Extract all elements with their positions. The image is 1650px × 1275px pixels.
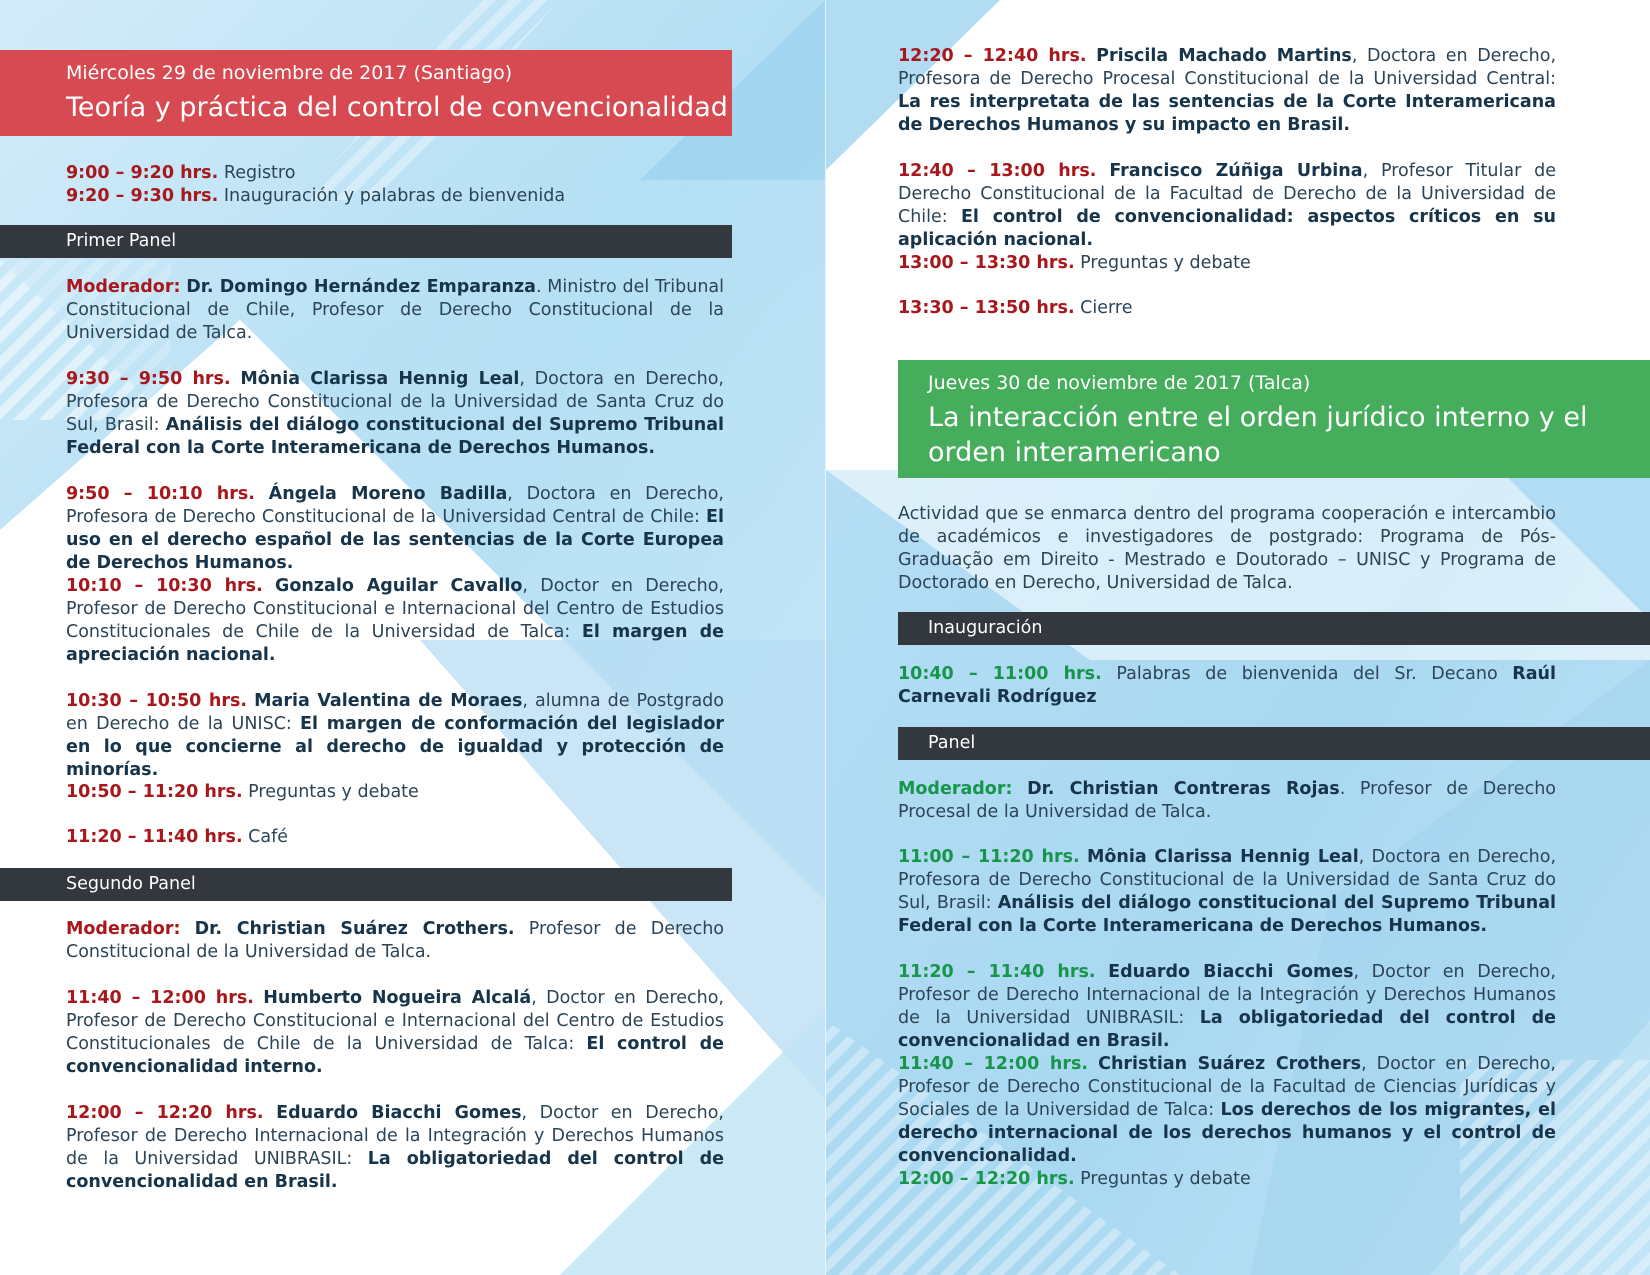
debate-text: Preguntas y debate bbox=[1080, 1169, 1251, 1189]
day1-date: Miércoles 29 de noviembre de 2017 (Santiago) bbox=[66, 62, 513, 84]
speaker-affiliation: , Doctor en Derecho, Profesor de Derecho Internacional de la Integración y Derechos Humanos de la Universidad UNIBRASIL: bbox=[66, 1103, 724, 1169]
talk-time: 11:40 – 12:00 hrs. bbox=[898, 1054, 1089, 1074]
talk-topic: El margen de apreciación nacional. bbox=[66, 622, 724, 665]
talk-item bbox=[898, 1053, 1556, 1168]
panel2-moderator bbox=[66, 918, 724, 964]
talk-item bbox=[66, 1102, 724, 1194]
speaker-name: Francisco Zúñiga Urbina bbox=[1109, 161, 1363, 181]
talk-topic: La obligatoriedad del control de convencionalidad en Brasil. bbox=[898, 1008, 1556, 1051]
cierre-text: Cierre bbox=[1080, 298, 1133, 318]
talk-item bbox=[66, 987, 724, 1079]
speaker-name: Humberto Nogueira Alcalá bbox=[263, 988, 532, 1008]
debate-text: Preguntas y debate bbox=[1080, 253, 1251, 273]
inauguracion-title: Inauguración bbox=[928, 618, 1043, 638]
talk-item bbox=[898, 846, 1556, 938]
talk-time: 12:20 – 12:40 hrs. bbox=[898, 46, 1087, 66]
panel-bar bbox=[898, 727, 1650, 760]
debate-text: Preguntas y debate bbox=[248, 782, 419, 802]
speaker-affiliation: , Doctor en Derecho, Profesor de Derecho Constitucional e Internacional del Centro de Estudios Constitucionales de Chile de la Universidad de Talca: bbox=[66, 988, 724, 1054]
primer-panel-title: Primer Panel bbox=[66, 231, 177, 251]
welcome-time: 10:40 – 11:00 hrs. bbox=[898, 664, 1102, 684]
debate-time: 13:00 – 13:30 hrs. bbox=[898, 253, 1075, 273]
speaker-affiliation: , Doctor en Derecho, Profesor de Derecho Constitucional de la Facultad de Ciencias Jurídicas y Sociales de la Universidad de Talca: bbox=[898, 1054, 1556, 1120]
talk-time: 10:30 – 10:50 hrs. bbox=[66, 691, 248, 711]
segundo-panel-bar bbox=[0, 868, 732, 901]
moderator-label: Moderador: bbox=[66, 277, 181, 297]
panel-moderator bbox=[898, 778, 1556, 824]
registro-text: Registro bbox=[223, 163, 296, 183]
debate-line bbox=[898, 1168, 1556, 1191]
talk-topic: Los derechos de los migrantes, el derecho internacional de los derechos humanos y el control de convencionalidad. bbox=[898, 1100, 1556, 1166]
talk-topic: Análisis del diálogo constitucional del Supremo Tribunal Federal con la Corte Interamericana de Derechos Humanos. bbox=[66, 415, 724, 458]
talk-topic: El margen de conformación del legislador en lo que concierne al derecho de igualdad y protección de minorías. bbox=[66, 714, 724, 780]
cierre-line bbox=[898, 297, 1556, 320]
debate-time: 10:50 – 11:20 hrs. bbox=[66, 782, 243, 802]
talk-topic: El uso en el derecho español de las sentencias de la Corte Europea de Derechos Humanos. bbox=[66, 507, 724, 573]
speaker-name: Gonzalo Aguilar Cavallo bbox=[275, 576, 523, 596]
program-intro: Actividad que se enmarca dentro del programa cooperación e intercambio de académicos e investigadores de postgrado: Programa de Pós-Graduação em Direito - Mestrado e Doutorado – UNISC y Programa de Doctorado en Derecho, Universidad de Talca. bbox=[898, 504, 1556, 593]
cafe-time: 11:20 – 11:40 hrs. bbox=[66, 827, 243, 847]
talk-topic: El control de convencionalidad interno. bbox=[66, 1034, 725, 1077]
inauguracion-line bbox=[66, 185, 726, 208]
talk-item bbox=[66, 483, 724, 575]
moderator-name: Dr. Christian Suárez Crothers. bbox=[194, 919, 515, 939]
speaker-affiliation: , Profesor Titular de Derecho Constitucional de la Facultad de Derecho de la Universidad de Chile: bbox=[898, 161, 1556, 227]
talk-item bbox=[898, 160, 1556, 252]
segundo-panel-title: Segundo Panel bbox=[66, 874, 196, 894]
cafe-text: Café bbox=[248, 827, 289, 847]
speaker-name: Christian Suárez Crothers bbox=[1098, 1054, 1362, 1074]
moderator-text: . Ministro del Tribunal Constitucional de Chile, Profesor de Derecho Constitucional de la Universidad de Talca. bbox=[66, 277, 724, 343]
talk-time: 9:30 – 9:50 hrs. bbox=[66, 369, 231, 389]
inauguracion-bar bbox=[898, 612, 1650, 645]
welcome-text: Palabras de bienvenida del Sr. Decano bbox=[1116, 664, 1513, 684]
day2-title-line2: orden interamericano bbox=[928, 437, 1221, 468]
inauguracion-time: 9:20 – 9:30 hrs. bbox=[66, 186, 219, 206]
day2-date: Jueves 30 de noviembre de 2017 (Talca) bbox=[928, 372, 1311, 394]
speaker-name: Eduardo Biacchi Gomes bbox=[276, 1103, 522, 1123]
talk-time: 11:20 – 11:40 hrs. bbox=[898, 962, 1096, 982]
talk-item bbox=[66, 690, 724, 782]
talk-time: 10:10 – 10:30 hrs. bbox=[66, 576, 263, 596]
talk-time: 11:40 – 12:00 hrs. bbox=[66, 988, 254, 1008]
welcome-line bbox=[898, 663, 1556, 709]
speaker-affiliation: , Doctor en Derecho, Profesor de Derecho Internacional de la Integración y Derechos Humanos de la Universidad UNIBRASIL: bbox=[898, 962, 1556, 1028]
talk-topic: La obligatoriedad del control de convencionalidad en Brasil. bbox=[66, 1149, 724, 1192]
panel-title: Panel bbox=[928, 733, 976, 753]
cierre-time: 13:30 – 13:50 hrs. bbox=[898, 298, 1075, 318]
speaker-name: Eduardo Biacchi Gomes bbox=[1108, 962, 1354, 982]
speaker-affiliation: , Doctora en Derecho, Profesora de Derecho Constitucional de la Universidad de Santa Cruz do Sul, Brasil: bbox=[898, 847, 1557, 913]
talk-time: 12:40 – 13:00 hrs. bbox=[898, 161, 1097, 181]
day1-header bbox=[0, 50, 732, 136]
inauguracion-text: Inauguración y palabras de bienvenida bbox=[223, 186, 566, 206]
cafe-line bbox=[66, 826, 724, 849]
talk-topic: La res interpretata de las sentencias de la Corte Interamericana de Derechos Humanos y su impacto en Brasil. bbox=[898, 92, 1556, 135]
speaker-name: Maria Valentina de Moraes bbox=[254, 691, 523, 711]
speaker-affiliation: , Doctora en Derecho, Profesora de Derecho Constitucional de la Universidad Central de Chile: bbox=[66, 484, 724, 527]
day2-title-line1: La interacción entre el orden jurídico interno y el bbox=[928, 402, 1588, 433]
moderator-name: Dr. Domingo Hernández Emparanza bbox=[186, 277, 536, 297]
talk-topic: Análisis del diálogo constitucional del Supremo Tribunal Federal con la Corte Interamericana de Derechos Humanos. bbox=[898, 893, 1556, 936]
moderator-text: . Profesor de Derecho Procesal de la Universidad de Talca. bbox=[898, 779, 1556, 822]
moderator-name: Dr. Christian Contreras Rojas bbox=[1027, 779, 1340, 799]
moderator-label: Moderador: bbox=[66, 919, 181, 939]
debate-line bbox=[66, 781, 724, 804]
speaker-name: Ángela Moreno Badilla bbox=[268, 484, 508, 504]
talk-topic: El control de convencionalidad: aspectos críticos en su aplicación nacional. bbox=[898, 207, 1556, 250]
speaker-affiliation: , Doctora en Derecho, Profesora de Derecho Procesal Constitucional de la Universidad Central: bbox=[898, 46, 1557, 89]
dean-name: Raúl Carnevali Rodríguez bbox=[898, 664, 1557, 707]
primer-panel-bar bbox=[0, 225, 732, 258]
talk-item bbox=[898, 45, 1556, 137]
day1-title: Teoría y práctica del control de convencionalidad bbox=[66, 92, 728, 123]
talk-item bbox=[66, 368, 724, 460]
debate-line bbox=[898, 252, 1556, 275]
panel1-moderator bbox=[66, 276, 724, 345]
moderator-text: Profesor de Derecho Constitucional de la Universidad de Talca. bbox=[66, 919, 724, 962]
debate-time: 12:00 – 12:20 hrs. bbox=[898, 1169, 1075, 1189]
registro-line bbox=[66, 162, 726, 185]
talk-item bbox=[66, 575, 724, 667]
speaker-name: Mônia Clarissa Hennig Leal bbox=[240, 369, 520, 389]
talk-time: 12:00 – 12:20 hrs. bbox=[66, 1103, 264, 1123]
talk-item bbox=[898, 961, 1556, 1053]
moderator-label: Moderador: bbox=[898, 779, 1013, 799]
registro-time: 9:00 – 9:20 hrs. bbox=[66, 163, 219, 183]
talk-time: 9:50 – 10:10 hrs. bbox=[66, 484, 255, 504]
speaker-affiliation: , alumna de Postgrado en Derecho de la UNISC: bbox=[66, 691, 724, 734]
speaker-affiliation: , Doctora en Derecho, Profesora de Derecho Constitucional de la Universidad de Santa Cruz do Sul, Brasil: bbox=[66, 369, 724, 435]
speaker-affiliation: , Doctor en Derecho, Profesor de Derecho Constitucional e Internacional del Centro de Estudios Constitucionales de Chile de la Universidad de Talca: bbox=[66, 576, 724, 642]
talk-time: 11:00 – 11:20 hrs. bbox=[898, 847, 1080, 867]
day2-header bbox=[898, 360, 1650, 478]
speaker-name: Priscila Machado Martins bbox=[1096, 46, 1352, 66]
speaker-name: Mônia Clarissa Hennig Leal bbox=[1086, 847, 1359, 867]
